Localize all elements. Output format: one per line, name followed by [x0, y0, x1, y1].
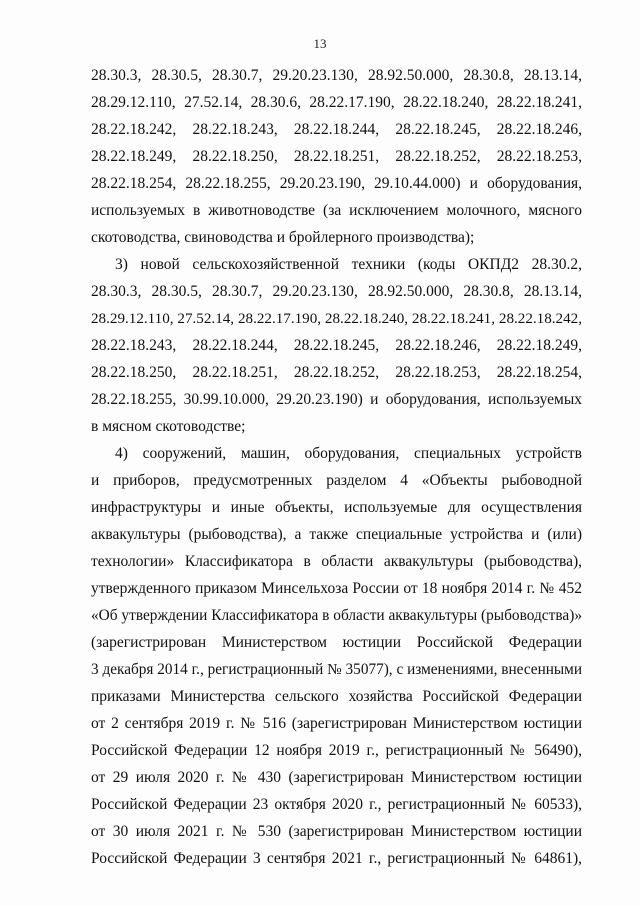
- text-line: от 29 июля 2020 г. № 430 (зарегистрирован Министерством юстиции: [91, 769, 582, 786]
- text-line: в мясном скотоводстве;: [91, 418, 246, 435]
- text-line: 28.22.18.254, 28.22.18.255, 29.20.23.190, 29.10.44.000) и оборудования,: [91, 175, 582, 192]
- text-line: инфраструктуры и иные объекты, используемые для осуществления: [91, 499, 582, 516]
- text-line: аквакультуры (рыбоводства), а также специальные устройства и (или): [91, 526, 582, 543]
- text-line: «Об утверждении Классификатора в области аквакультуры (рыбоводства)»: [91, 607, 582, 624]
- text-line: 28.29.12.110, 27.52.14, 28.22.17.190, 28.22.18.240, 28.22.18.241, 28.22.18.242,: [91, 311, 582, 327]
- text-line: 28.22.18.250, 28.22.18.251, 28.22.18.252, 28.22.18.253, 28.22.18.254,: [91, 364, 582, 381]
- text-line: используемых в животноводстве (за исключением молочного, мясного: [91, 202, 582, 219]
- text-line: 28.22.18.249, 28.22.18.250, 28.22.18.251, 28.22.18.252, 28.22.18.253,: [91, 148, 582, 165]
- text-line: (зарегистрирован Министерством юстиции Российской Федерации: [91, 634, 582, 651]
- text-line: скотоводства, свиноводства и бройлерного производства);: [91, 229, 475, 246]
- text-line: 28.29.12.110, 27.52.14, 28.30.6, 28.22.17.190, 28.22.18.240, 28.22.18.241,: [91, 94, 582, 111]
- text-line: 28.30.3, 28.30.5, 28.30.7, 29.20.23.130, 28.92.50.000, 28.30.8, 28.13.14,: [91, 283, 582, 300]
- text-line: приказами Министерства сельского хозяйства Российской Федерации: [91, 688, 582, 705]
- text-line: и приборов, предусмотренных разделом 4 «Объекты рыбоводной: [91, 472, 582, 489]
- text-line: от 2 сентября 2019 г. № 516 (зарегистрирован Министерством юстиции: [91, 715, 582, 732]
- text-line: 28.22.18.242, 28.22.18.243, 28.22.18.244, 28.22.18.245, 28.22.18.246,: [91, 121, 582, 138]
- text-line: 3 декабря 2014 г., регистрационный № 35077), с изменениями, внесенными: [91, 661, 582, 678]
- text-line: 4) сооружений, машин, оборудования, специальных устройств: [115, 445, 582, 462]
- text-line: 28.22.18.243, 28.22.18.244, 28.22.18.245, 28.22.18.246, 28.22.18.249,: [91, 337, 582, 354]
- text-line: технологии» Классификатора в области аквакультуры (рыбоводства),: [91, 553, 582, 570]
- text-line: Российской Федерации 23 октября 2020 г., регистрационный № 60533),: [91, 796, 582, 813]
- text-line: утвержденного приказом Минсельхоза России от 18 ноября 2014 г. № 452: [91, 580, 582, 597]
- text-line: 28.30.3, 28.30.5, 28.30.7, 29.20.23.130, 28.92.50.000, 28.30.8, 28.13.14,: [91, 67, 582, 84]
- text-line: от 30 июля 2021 г. № 530 (зарегистрирован Министерством юстиции: [91, 823, 582, 840]
- text-line: 28.22.18.255, 30.99.10.000, 29.20.23.190) и оборудования, используемых: [91, 391, 582, 408]
- text-line: Российской Федерации 12 ноября 2019 г., регистрационный № 56490),: [91, 742, 582, 759]
- page-number: 13: [313, 36, 327, 51]
- text-line: Российской Федерации 3 сентября 2021 г., регистрационный № 64861),: [91, 850, 582, 867]
- text-line: 3) новой сельскохозяйственной техники (коды ОКПД2 28.30.2,: [115, 256, 582, 273]
